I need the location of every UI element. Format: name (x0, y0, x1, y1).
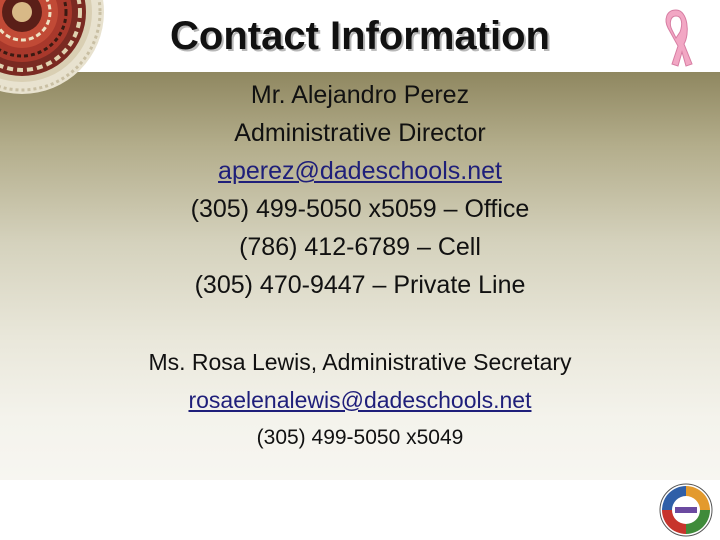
contact-role: Administrative Director (234, 119, 486, 147)
slide-title: Contact Information (170, 14, 550, 58)
secretary-name-role: Ms. Rosa Lewis, Administrative Secretary (148, 349, 572, 375)
secretary-phone: (305) 499-5050 x5049 (256, 426, 464, 449)
leadership-seal-logo (656, 482, 716, 538)
office-phone: (305) 499-5050 x5059 – Office (190, 195, 530, 223)
footer-strip (0, 480, 720, 540)
contact-name: Mr. Alejandro Perez (250, 81, 470, 109)
contact-email-link[interactable]: aperez@dadeschools.net (218, 157, 502, 185)
secretary-email-link[interactable]: rosaelenalewis@dadeschools.net (188, 387, 532, 413)
primary-contact (0, 76, 720, 304)
private-line: (305) 470-9447 – Private Line (194, 271, 526, 299)
secondary-contact (0, 343, 720, 457)
cell-phone: (786) 412-6789 – Cell (239, 233, 481, 261)
